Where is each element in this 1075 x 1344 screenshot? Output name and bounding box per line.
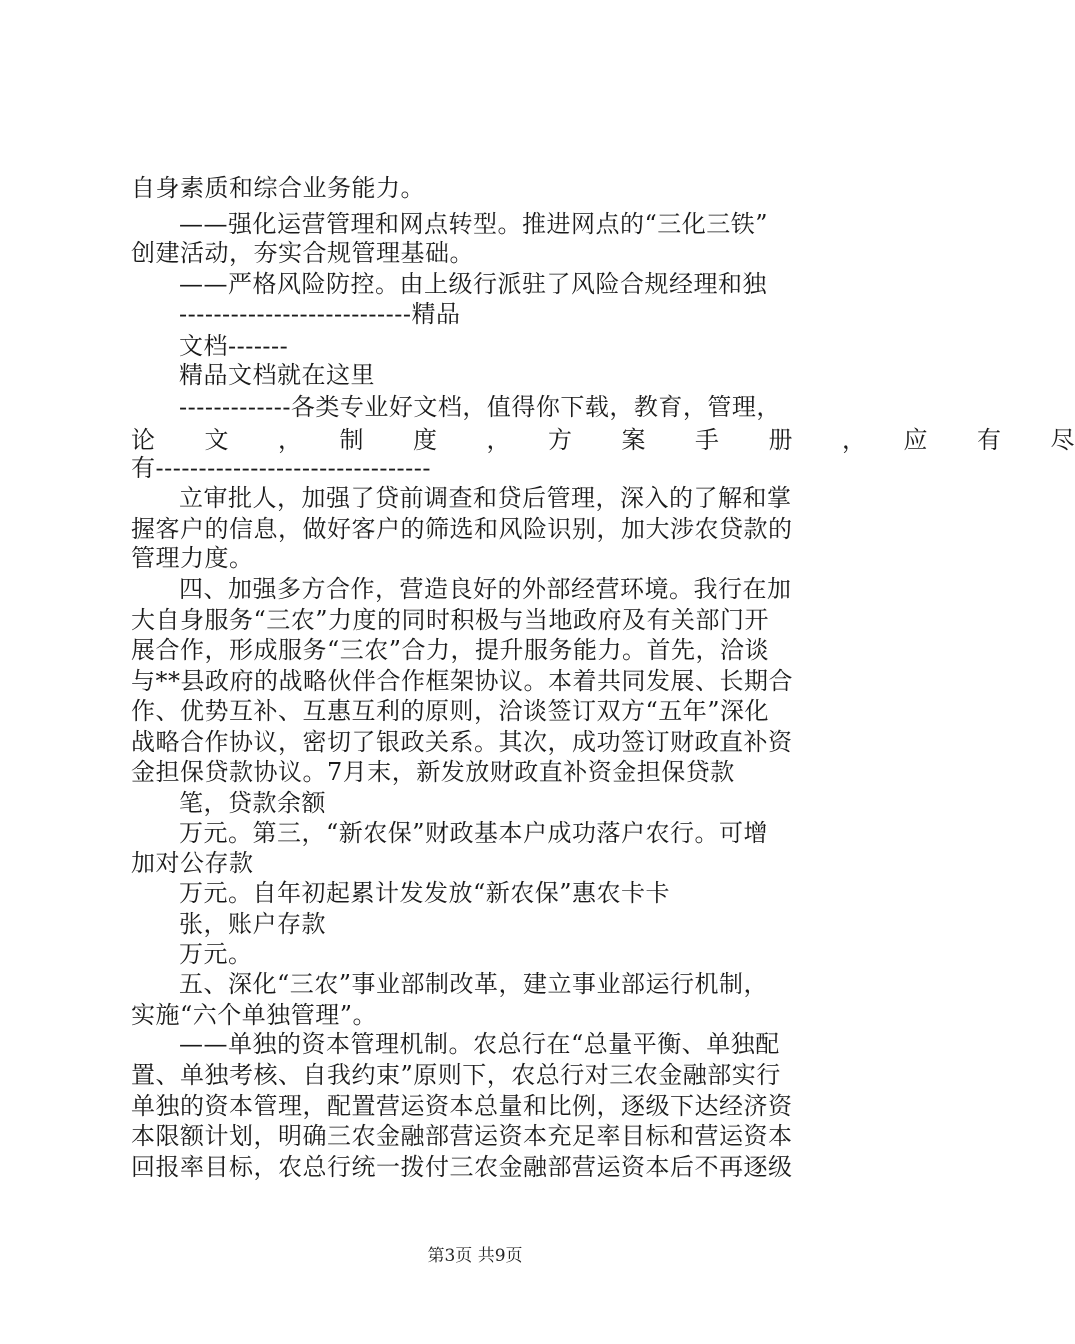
text-line: 立审批人，加强了贷前调查和贷后管理，深入的了解和掌: [179, 484, 792, 512]
text-line: 加对公存款: [131, 849, 254, 877]
text-line: 万元。自年初起累计发发放“新农保”惠农卡卡: [179, 879, 671, 907]
text-line: 置、单独考核、自我约束”原则下，农总行对三农金融部实行: [131, 1061, 781, 1089]
text-line: 五、深化“三农”事业部制改革，建立事业部运行机制，: [179, 970, 769, 998]
text-line: 有--------------------------------: [131, 454, 431, 482]
text-line: 战略合作协议，密切了银政关系。其次，成功签订财政直补资: [131, 728, 793, 756]
text-line: 精品文档就在这里: [179, 361, 375, 389]
text-line: ——单独的资本管理机制。农总行在“总量平衡、单独配: [179, 1030, 780, 1058]
text-line: 实施“六个单独管理”。: [131, 1001, 378, 1029]
text-line: 回报率目标，农总行统一拨付三农金融部营运资本后不再逐级: [131, 1153, 793, 1181]
text-line: 管理力度。: [131, 544, 254, 572]
text-line: 文档-------: [179, 332, 289, 360]
text-line: 张，账户存款: [179, 910, 326, 938]
text-line: 展合作，形成服务“三农”合力，提升服务能力。首先，洽谈: [131, 636, 770, 664]
text-line: 作、优势互补、互惠互利的原则，洽谈签订双方“五年”深化: [131, 697, 770, 725]
text-line: 创建活动，夯实合规管理基础。: [131, 239, 474, 267]
text-line: ——严格风险防控。由上级行派驻了风险合规经理和独: [179, 270, 767, 298]
page-indicator: 第3页 共9页: [427, 1246, 523, 1266]
text-line: ---------------------------精品: [179, 300, 461, 328]
text-line: 笔，贷款余额: [179, 789, 326, 817]
text-line: 万元。: [179, 940, 253, 968]
text-line: 四、加强多方合作，营造良好的外部经营环境。我行在加: [179, 575, 792, 603]
text-line: 本限额计划，明确三农金融部营运资本充足率目标和营运资本: [131, 1122, 793, 1150]
text-line: 与**县政府的战略伙伴合作框架协议。本着共同发展、长期合: [131, 667, 793, 695]
text-line: 自身素质和综合业务能力。: [131, 174, 425, 202]
text-line: 万元。第三，“新农保”财政基本户成功落户农行。可增: [179, 819, 769, 847]
text-line: 握客户的信息，做好客户的筛选和风险识别，加大涉农贷款的: [131, 515, 793, 543]
text-line: 金担保贷款协议。7月末，新发放财政直补资金担保贷款: [131, 758, 735, 786]
text-line: 论 文 ， 制 度 ， 方 案 手 册 ， 应 有 尽: [131, 426, 1075, 454]
text-line: -------------各类专业好文档，值得你下载，教育，管理，: [179, 393, 781, 421]
text-line: 大自身服务“三农”力度的同时积极与当地政府及有关部门开: [131, 606, 770, 634]
text-line: 单独的资本管理，配置营运资本总量和比例，逐级下达经济资: [131, 1092, 793, 1120]
text-line: ——强化运营管理和网点转型。推进网点的“三化三铁”: [179, 210, 769, 238]
